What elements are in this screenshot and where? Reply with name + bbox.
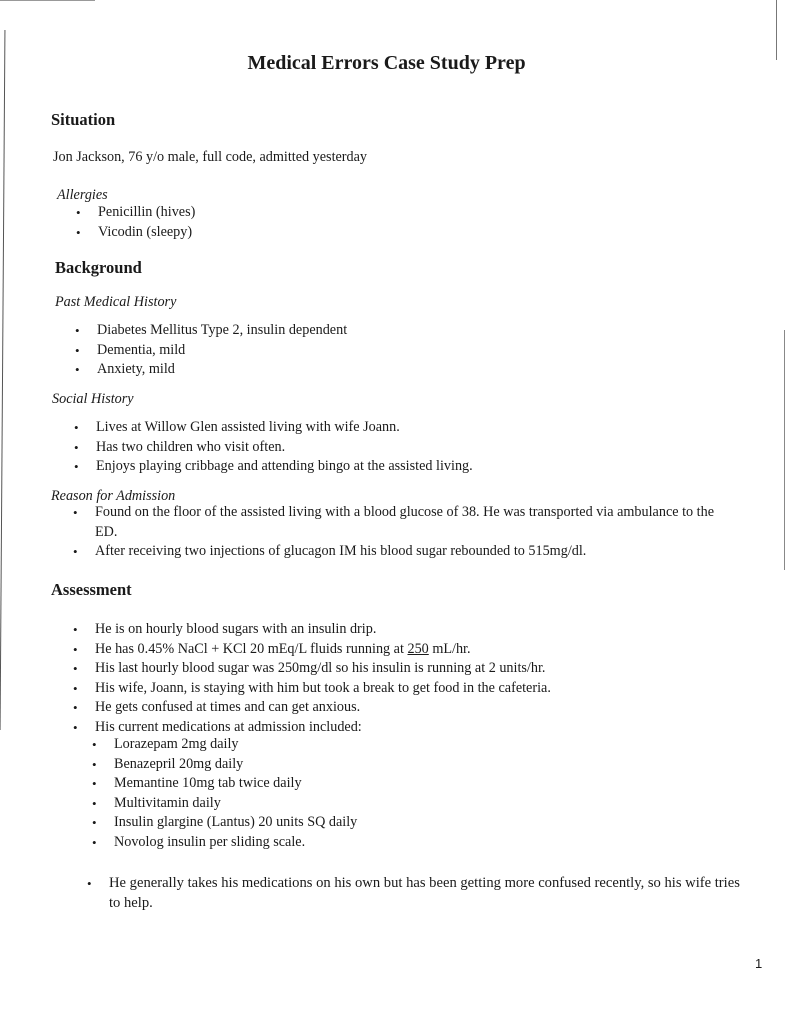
list-item: • He generally takes his medications on his own but has been getting more confused recently, so his wife tries to help.	[85, 874, 745, 913]
list-item: • His last hourly blood sugar was 250mg/dl so his insulin is running at 2 units/hr.	[71, 659, 551, 679]
list-item	[71, 640, 551, 660]
scan-edge	[0, 0, 95, 1]
list-item: • He is on hourly blood sugars with an insulin drip.	[71, 620, 551, 640]
list-item: • Dementia, mild	[73, 341, 347, 361]
medication-item: • Benazepril 20mg daily	[90, 755, 357, 775]
allergies-label: Allergies	[57, 187, 108, 203]
scan-edge	[776, 0, 777, 60]
reason-label: Reason for Admission	[51, 488, 176, 504]
list-item: • Enjoys playing cribbage and attending bingo at the assisted living.	[72, 457, 473, 477]
list-item: • Penicillin (hives)	[74, 203, 195, 223]
reason-list	[71, 503, 736, 562]
assessment-list	[71, 620, 551, 738]
final-list	[85, 874, 745, 913]
medication-item: • Insulin glargine (Lantus) 20 units SQ daily	[90, 813, 357, 833]
list-item: • Vicodin (sleepy)	[74, 223, 195, 243]
medication-item: • Multivitamin daily	[90, 794, 357, 814]
list-item: • His wife, Joann, is staying with him but took a break to get food in the cafeteria.	[71, 679, 551, 699]
list-item: • After receiving two injections of glucagon IM his blood sugar rebounded to 515mg/dl.	[71, 542, 736, 562]
scan-edge	[784, 330, 785, 570]
list-item: • Diabetes Mellitus Type 2, insulin dependent	[73, 321, 347, 341]
fluids-text: He has 0.45% NaCl + KCl 20 mEq/L fluids running at	[95, 640, 408, 657]
situation-heading: Situation	[51, 110, 116, 129]
allergies-list	[74, 203, 195, 242]
medication-item: • Novolog insulin per sliding scale.	[90, 833, 357, 853]
medication-item: • Memantine 10mg tab twice daily	[90, 774, 357, 794]
list-item: • Anxiety, mild	[73, 360, 347, 380]
patient-line: Jon Jackson, 76 y/o male, full code, admitted yesterday	[53, 149, 368, 165]
pmh-label: Past Medical History	[55, 294, 177, 310]
list-item: • Has two children who visit often.	[72, 438, 473, 458]
medication-item: • Lorazepam 2mg daily	[90, 735, 357, 755]
social-list	[72, 418, 473, 477]
fluids-unit: mL/hr.	[428, 640, 471, 657]
scan-edge	[0, 30, 7, 730]
pmh-list	[73, 321, 347, 380]
fluid-rate: 250	[407, 640, 429, 657]
list-item: • He gets confused at times and can get anxious.	[71, 698, 551, 718]
page-title: Medical Errors Case Study Prep	[247, 52, 526, 74]
list-item: • Found on the floor of the assisted living with a blood glucose of 38. He was transported via ambulance to the ED.	[71, 503, 736, 542]
assessment-heading: Assessment	[51, 580, 132, 599]
social-label: Social History	[52, 391, 134, 407]
list-item: • His current medications at admission included:	[71, 718, 551, 738]
list-item: • Lives at Willow Glen assisted living with wife Joann.	[72, 418, 473, 438]
medications-list	[90, 735, 357, 853]
background-heading: Background	[55, 258, 142, 277]
page-number: 1	[755, 956, 763, 971]
